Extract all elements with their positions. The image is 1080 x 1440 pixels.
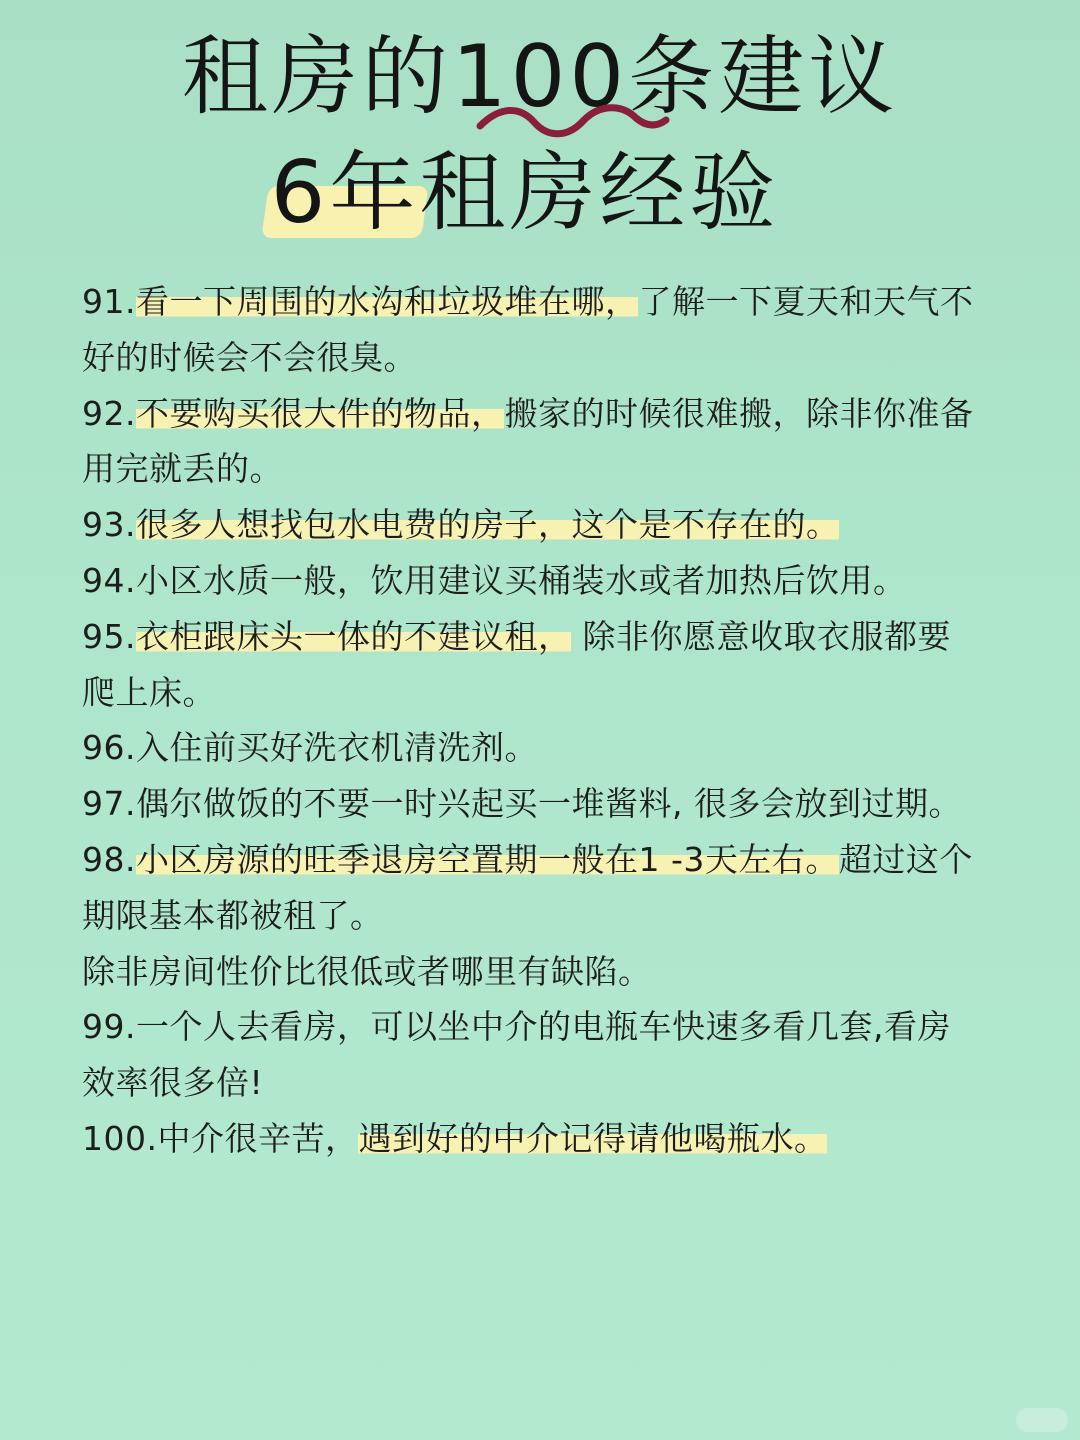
tip-item-91: [82, 274, 982, 386]
tip-item-93: [82, 497, 982, 553]
tip-text: 除非你愿意收取衣服都要爬上床。: [82, 616, 951, 712]
tip-text: 92.: [82, 393, 136, 433]
tip-text: 93.: [82, 505, 136, 545]
tip-text: 了解一下夏天和天气不好的时候会不会很臭。: [82, 282, 974, 377]
tip-text: 94.小区水质一般，饮用建议买桶装水或者加热后饮用。: [82, 560, 907, 600]
highlighted-text: 不要购买很大件的物品，: [135, 393, 505, 433]
title-area: [0, 0, 1080, 260]
tips-list: [82, 274, 982, 1167]
tip-text: 99.一个人去看房，可以坐中介的电瓶车快速多看几套,看房效率很多倍!: [82, 1007, 951, 1103]
tip-text: 超过这个期限基本都被租了。: [82, 839, 973, 935]
wavy-underline-icon: [472, 100, 672, 140]
page-title: 租房的100条建议: [181, 27, 899, 127]
tip-item-96: [82, 720, 982, 776]
highlighted-text: 很多人想找包水电费的房子，这个是不存在的。: [135, 505, 840, 545]
tip-text: 97.偶尔做饭的不要一时兴起买一堆酱料, 很多会放到过期。: [82, 784, 962, 824]
tip-text: 98.: [82, 839, 136, 879]
highlighted-text: 小区房源的旺季退房空置期一般在1 -3天左右。: [135, 839, 839, 879]
tip-item-98: [82, 832, 982, 944]
tip-text: 除非房间性价比很低或者哪里有缺陷。: [82, 951, 652, 991]
tip-text: 91.: [82, 282, 136, 321]
tip-item-94: [82, 553, 982, 609]
watermark: [1016, 1408, 1068, 1432]
tip-text: 搬家的时候很难搬，除非你准备用完就丢的。: [82, 393, 974, 489]
highlighted-text: 看一下周围的水沟和垃圾堆在哪，: [135, 282, 639, 321]
highlighted-text: 衣柜跟床头一体的不建议租，: [135, 616, 572, 656]
tip-item-99: [82, 999, 982, 1111]
page-subtitle: 6年租房经验: [270, 143, 780, 243]
tip-text: 96.入住前买好洗衣机清洗剂。: [82, 728, 538, 768]
tip-item-95: [82, 609, 982, 721]
tip-text: 100.中介很辛苦，: [82, 1118, 359, 1158]
tip-item-92: [82, 386, 982, 498]
tip-item-97: [82, 776, 982, 832]
highlighted-text: 遇到好的中介记得请他喝瓶水。: [358, 1118, 828, 1158]
tip-item-98b: [82, 944, 982, 1000]
tip-text: 95.: [82, 616, 136, 656]
tip-item-100: [82, 1111, 982, 1167]
